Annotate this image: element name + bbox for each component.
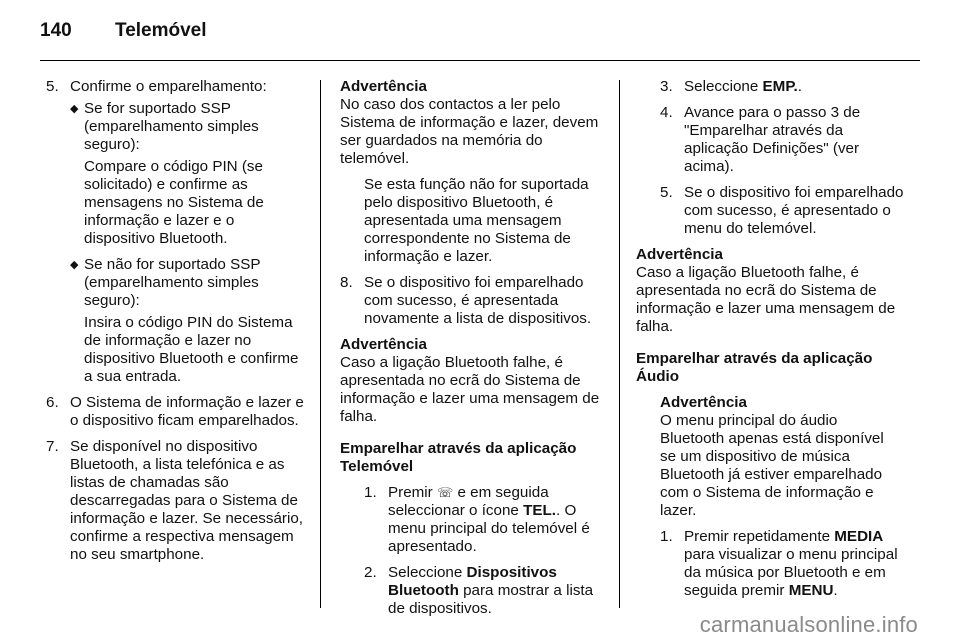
diamond-bullet-icon: ◆ — [70, 103, 79, 115]
note-connection-fail: Advertência Caso a ligação Bluetooth falhe, é apresentada no ecrã do Sistema de informação e lazer uma mensagem de falha. — [340, 336, 600, 425]
paragraph-unsupported: Se esta função não for suportada pelo dispositivo Bluetooth, é apresentada uma mensagem correspondente no Sistema de informação e lazer. — [364, 176, 589, 265]
column-2 — [340, 78, 605, 626]
phone-icon: ☏ — [436, 485, 454, 500]
column-3 — [636, 78, 904, 608]
bullet-ssp-supported: ◆ Se for suportado SSP (emparelhamento simples seguro): Compare o código PIN (se solicitado) e confirme as mensagens no Sistema de informação e lazer e o dispositivo Bluetooth. — [70, 100, 264, 247]
column-divider-2 — [619, 80, 620, 608]
step-1: 1. Premir repetidamente MEDIA para visualizar o menu principal da música por Bluetooth e em seguida premir MENU. — [660, 528, 898, 599]
phone-app-steps — [340, 484, 605, 618]
column-divider-1 — [320, 80, 321, 608]
note-audio-menu: Advertência O menu principal do áudio Bluetooth apenas está disponível se um dispositivo de música Bluetooth já estiver emparelhado com o Sistema de informação e lazer. — [660, 394, 884, 519]
diamond-bullet-icon: ◆ — [70, 259, 79, 271]
watermark: carmanualsonline.info — [699, 612, 918, 637]
step-7: 7. Se disponível no dispositivo Bluetooth, a lista telefónica e as listas de chamadas são descarregadas para o Sistema de informação e lazer. Se necessário, confirme a respectiva mensagem no seu smartphone. — [46, 438, 303, 563]
step-2: 2. Seleccione Dispositivos Bluetooth para mostrar a lista de dispositivos. — [364, 564, 594, 617]
page-title: Telemóvel — [115, 20, 207, 41]
page-number: 140 — [40, 20, 72, 41]
note-connection-fail: Advertência Caso a ligação Bluetooth falhe, é apresentada no ecrã do Sistema de informação e lazer uma mensagem de falha. — [636, 246, 896, 335]
step-8: 8. Se o dispositivo foi emparelhado com sucesso, é apresentada novamente a lista de dispositivos. — [340, 274, 592, 327]
step-5: 5. Se o dispositivo foi emparelhado com sucesso, é apresentado o menu do telemóvel. — [660, 184, 904, 237]
step-1: 1. Premir ☏ e em seguida seleccionar o ícone TEL.. O menu principal do telemóvel é apresentado. — [364, 484, 590, 555]
audio-app-section — [636, 394, 904, 600]
column-1 — [46, 78, 306, 572]
step-4: 4. Avance para o passo 3 de "Emparelhar através da aplicação Definições" (ver acima). — [660, 104, 861, 175]
step-5: 5. Confirme o emparelhamento: ◆ Se for suportado SSP (emparelhamento simples seguro): Compare o código PIN (se solicitado) e confirme as mensagens no Sistema de informação e lazer e o dispositivo Bluetooth. ◆ Se não for suportado SSP (emparelhamento simples seguro): Insira o código PIN do Sistema de informação e lazer no dispositivo Bluetooth e confirme a sua entrada. — [46, 78, 306, 386]
step-6: 6. O Sistema de informação e lazer e o dispositivo ficam emparelhados. — [46, 394, 304, 429]
pairing-steps — [636, 78, 904, 238]
section-heading-audio-app: Emparelhar através da aplicação Áudio — [636, 350, 873, 385]
header-rule — [40, 60, 920, 61]
note-contacts: Advertência No caso dos contactos a ler pelo Sistema de informação e lazer, devem ser guardados na memória do telemóvel. — [340, 78, 599, 167]
bullet-ssp-unsupported: ◆ Se não for suportado SSP (emparelhamento simples seguro): Insira o código PIN do Sistema de informação e lazer no dispositivo Bluetooth e confirme a sua entrada. — [70, 256, 299, 385]
step-3: 3. Seleccione EMP.. — [660, 78, 802, 95]
page-header — [0, 0, 960, 62]
section-heading-phone-app: Emparelhar através da aplicação Telemóvel — [340, 440, 577, 475]
